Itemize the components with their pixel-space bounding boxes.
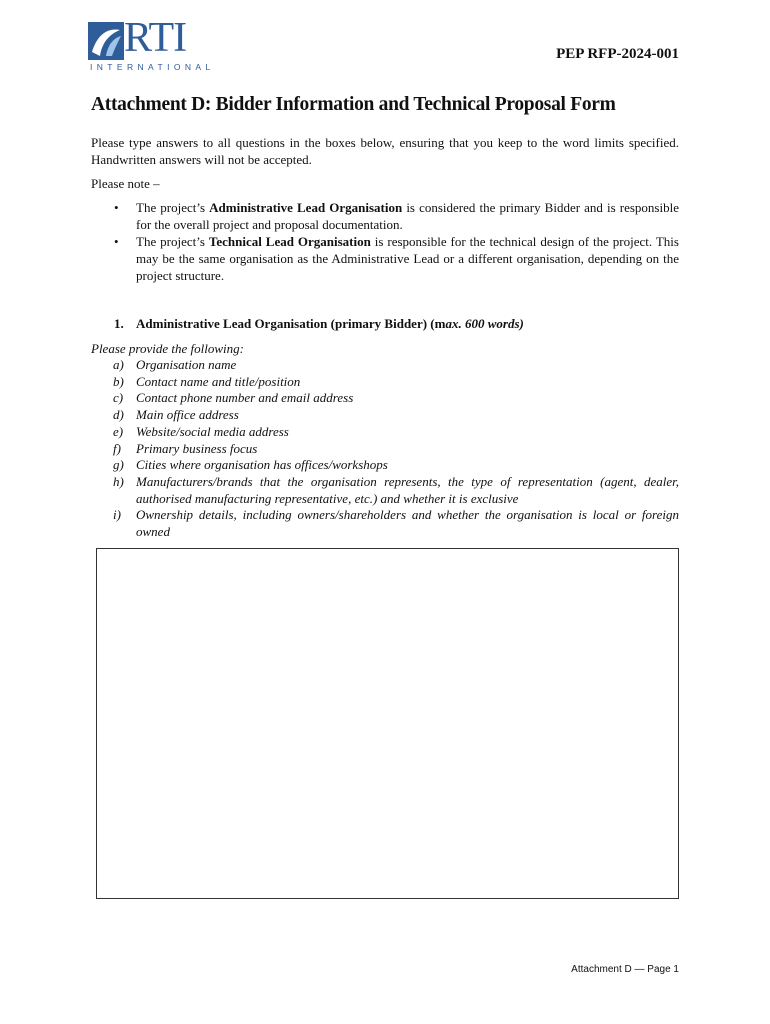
word-limit: ax. 600 words) — [445, 316, 524, 331]
page-footer: Attachment D — Page 1 — [571, 964, 679, 975]
list-item: c) Contact phone number and email address — [113, 390, 354, 406]
bullet-bold-term: Technical Lead Organisation — [208, 234, 371, 249]
note-bullet-1: • The project’s Administrative Lead Organisation is considered the primary Bidder and is responsible for the overall project and proposal documentation. — [114, 200, 679, 232]
bullet-icon: • — [114, 200, 119, 215]
section-number: 1. — [114, 316, 124, 331]
provide-label: Please provide the following: — [91, 341, 244, 356]
logo-wordmark: RTI — [124, 15, 187, 61]
note-bullet-list — [91, 199, 679, 284]
list-item: a) Organisation name — [113, 357, 237, 372]
logo-subtext: INTERNATIONAL — [90, 62, 215, 72]
list-item: b) Contact name and title/position — [113, 373, 301, 389]
rti-logo — [88, 15, 215, 72]
section-title: Administrative Lead Organisation (primary Bidder) (m — [136, 316, 446, 331]
list-item: f) Primary business focus — [113, 440, 258, 456]
section-1-heading — [114, 316, 524, 332]
list-item: g) Cities where organisation has offices/workshops — [113, 457, 388, 473]
list-item: d) Main office address — [113, 407, 239, 423]
section-1-answer-box[interactable] — [96, 548, 679, 899]
note-bullet-2: • The project’s Technical Lead Organisation is responsible for the technical design of the project. This may be the same organisation as the Administrative Lead or a different organisation, depending on the project structure. — [114, 234, 679, 283]
page-title: Attachment D: Bidder Information and Technical Proposal Form — [91, 94, 616, 115]
list-item: h) Manufacturers/brands that the organisation represents, the type of representation (agent, dealer, authorised manufacturing representative, etc.) and whether it is exclusive — [113, 473, 679, 506]
note-label: Please note – — [91, 176, 160, 191]
list-item: i) Ownership details, including owners/shareholders and whether the organisation is local or foreign owned — [113, 507, 679, 540]
list-item: e) Website/social media address — [113, 423, 289, 439]
intro-paragraph: Please type answers to all questions in the boxes below, ensuring that you keep to the word limits specified. Handwritten answers will not be accepted. — [91, 135, 679, 167]
bullet-icon: • — [114, 234, 119, 249]
bullet-bold-term: Administrative Lead Organisation — [209, 200, 403, 215]
rti-swirl-icon — [88, 22, 124, 60]
rfp-reference: PEP RFP-2024-001 — [556, 46, 679, 62]
required-items-list — [91, 357, 679, 541]
